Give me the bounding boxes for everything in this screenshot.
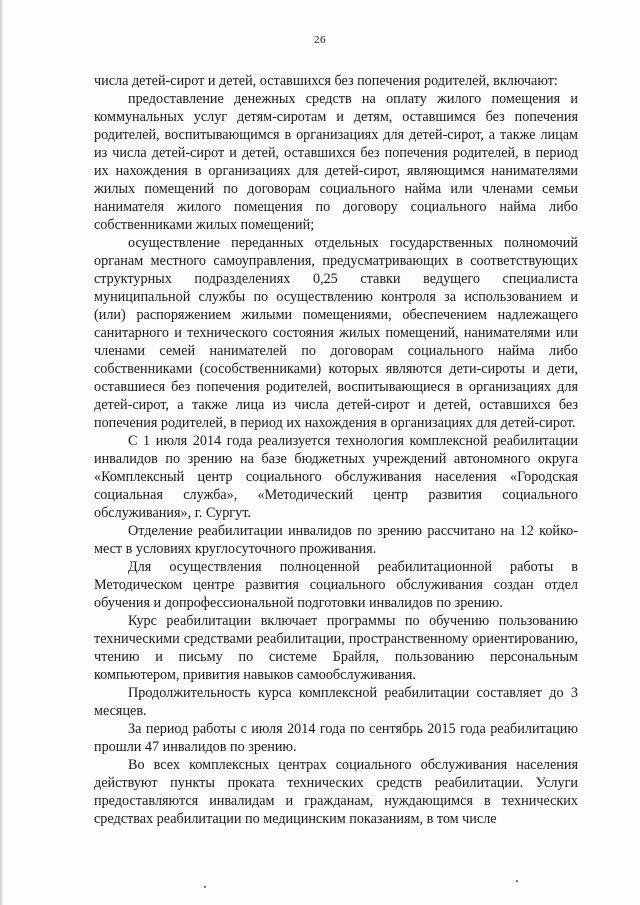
scan-speck	[516, 880, 518, 882]
paragraph-rental-points: Во всех комплексных центрах социального обслуживания населения действуют пункты проката технических средств реабилитации. Услуги предоставляются инвалидам и гражданам, нуждающимся в технических средствах реабилитации по медицинским показаниям, в том числе	[94, 757, 578, 827]
scan-speck	[204, 886, 206, 888]
page-number: 26	[314, 34, 326, 46]
paragraph-training-department: Для осуществления полноценной реабилитационной работы в Методическом центре развития социального обслуживания создан отдел обучения и допрофессиональной подготовки инвалидов по зрению.	[94, 559, 578, 611]
paragraph-rehabilitation-technology: С 1 июля 2014 года реализуется технология комплексной реабилитации инвалидов по зрению на базе бюджетных учреждений автономного округа «Комплексный центр социального обслуживания населения «Городская социальная служба», «Методический центр развития социального обслуживания», г. Сургут.	[94, 433, 578, 521]
paragraph-period-results: За период работы с июля 2014 года по сентябрь 2015 года реабилитацию прошли 47 инвалидов по зрению.	[94, 721, 578, 755]
paragraph-delegated-powers: осуществление переданных отдельных государственных полномочий органам местного самоуправления, предусматривающих в соответствующих структурных подразделениях 0,25 ставки ведущего специалиста муниципальной службы по осуществлению контроля за использованием и (или) распоряжением жилыми помещениями, обеспечением надлежащего санитарного и технического состояния жилых помещений, нанимателями или членами семей нанимателей по договорам социального найма либо собственниками (сособственниками) которых являются дети-сироты и дети, оставшиеся без попечения родителей, воспитывающиеся в организациях для детей-сирот, а также лица из числа детей-сирот и детей, оставшихся без попечения родителей, в период их нахождения в организациях для детей-сирот.	[94, 235, 578, 431]
paragraph-rehabilitation-department: Отделение реабилитации инвалидов по зрению рассчитано на 12 койко-мест в условиях круглосуточного проживания.	[94, 523, 578, 557]
paragraph-course-duration: Продолжительность курса комплексной реабилитации составляет до 3 месяцев.	[94, 685, 578, 719]
paragraph-housing-payments: предоставление денежных средств на оплату жилого помещения и коммунальных услуг детям-сиротам и детям, оставшимся без попечения родителей, воспитывающимся в организациях для детей-сирот, а также лицам из числа детей-сирот и детей, оставшихся без попечения родителей, в период их нахождения в организациях для детей-сирот, являющимся нанимателями жилых помещений по договорам социального найма или членами семьи нанимателя жилого помещения по договору социального найма либо собственниками жилых помещений;	[94, 91, 578, 233]
scan-edge	[0, 0, 3, 905]
body-text	[94, 72, 578, 828]
paragraph-course-programs: Курс реабилитации включает программы по обучению пользованию техническими средствами реабилитации, пространственному ориентированию, чтению и письму по системе Брайля, пользованию персональным компьютером, привития навыков самообслуживания.	[94, 613, 578, 683]
paragraph-continuation: числа детей-сирот и детей, оставшихся без попечения родителей, включают:	[94, 73, 558, 89]
